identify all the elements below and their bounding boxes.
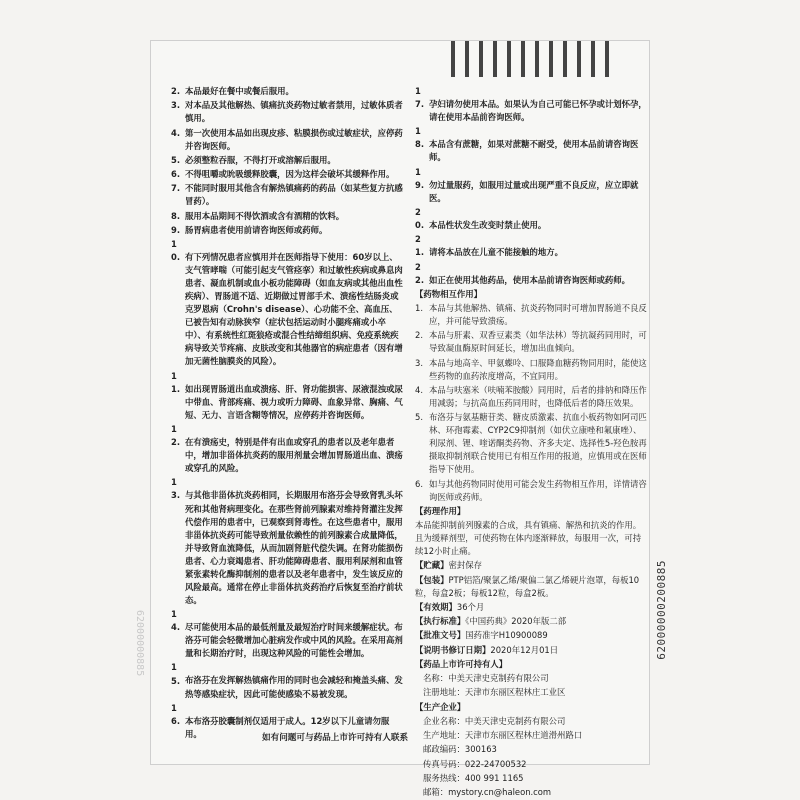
manufacturer-name: 企业名称：中美天津史克制药有限公司 [423, 715, 566, 726]
left-column [171, 85, 403, 742]
manufacturer-fax: 传真号码：022-24700532 [423, 758, 527, 769]
mah-heading: 【药品上市许可持有人】 [415, 658, 508, 669]
mah-address: 注册地址：天津市东丽区程林庄工业区 [423, 687, 566, 698]
show-through-number: 62000000885 [134, 610, 145, 677]
precaution-item: 10. 有下列情况患者应慎用并在医师指导下使用：60岁以上、支气管哮喘（可能引起支气管痉挛）和过敏性疾病或鼻息肉患者、凝血机制或血小板功能障碍（如血友病或其他出血性疾病）、胃肠道不适、近期做过胃部手术、溃疡性结肠炎或克罗恩病（Crohn's disease）、心功能不全、高血压、已被告知有动脉狭窄（症状包括运动时小腿疼痛或小卒中）、有系统性红斑狼疮或混合性结缔组织病、免疫系统疾病导致关节疼痛、皮肤改变和其他器官的病症患者（因有增加无菌性脑膜炎的风险）。 [171, 239, 403, 367]
interaction-item: 6. 如与其他药物同时使用可能会发生药物相互作用，详情请咨询医师或药师。 [415, 478, 647, 502]
right-column [415, 85, 647, 800]
storage-line: 【贮藏】密封保存 [415, 560, 482, 571]
interaction-item: 2. 本品与肝素、双香豆素类（如华法林）等抗凝药同用时，可导致凝血酶原时间延长，增加出血倾向。 [415, 330, 647, 354]
precaution-item: 4. 第一次使用本品如出现皮疹、粘膜损伤或过敏症状，应停药并咨询医师。 [171, 127, 403, 151]
footer-note: 如有问题可与药品上市许可持有人联系 [262, 733, 409, 743]
precaution-item: 9. 肠胃病患者使用前请咨询医师或药师。 [171, 224, 328, 235]
precaution-item: 22. 如正在使用其他药品，使用本品前请咨询医师或药师。 [415, 261, 630, 285]
precaution-item: 17. 孕妇请勿使用本品。如果认为自己可能已怀孕或计划怀孕，请在使用本品前咨询医师。 [415, 86, 647, 123]
barcode-digits: 62000000200885 [655, 560, 668, 660]
manufacturer-heading: 【生产企业】 [415, 701, 466, 712]
pharmacology-heading: 【药理作用】 [415, 505, 466, 516]
package-line: 【包装】PTP铝箔/聚氯乙烯/聚偏二氯乙烯硬片泡罩，每板10粒，每盒2板；每板12粒，每盒2板。 [415, 574, 640, 598]
precaution-item: 12. 在有溃疡史，特别是伴有出血或穿孔的患者以及老年患者中，增加非甾体抗炎药的服用剂量会增加胃肠道出血、溃疡或穿孔的风险。 [171, 424, 403, 474]
precaution-item: 3. 对本品及其他解热、镇痛抗炎药物过敏者禁用，过敏体质者慎用。 [171, 100, 403, 124]
precaution-item: 20. 本品性状发生改变时禁止使用。 [415, 206, 547, 231]
precaution-item: 7. 不能同时服用其他含有解热镇痛药的药品（如某些复方抗感冒药）。 [171, 183, 403, 207]
precaution-item: 13. 与其他非甾体抗炎药相同，长期服用布洛芬会导致肾乳头坏死和其他肾病理变化。在那些肾前列腺素对维持肾灌注发挥代偿作用的患者中，已观察到肾毒性。在这些患者中，服用非甾体抗炎药可能导致剂量依赖性的前列腺素合成量降低，并导致肾血流降低，从而加剧肾脏代偿失调。在肾功能损伤患者、心力衰竭患者、肝功能障碍患者、服用利尿剂和血管紧张素转化酶抑制剂的患者以及老年患者中，发生该反应的风险最高。通常在停止非甾体抗炎药治疗后恢复至治疗前状态。 [171, 477, 403, 605]
validity-line: 【有效期】36个月 [415, 601, 485, 612]
interactions-heading: 【药物相互作用】 [415, 288, 482, 299]
standard-line: 【执行标准】《中国药典》2020年版二部 [415, 616, 567, 627]
printer-registration-marks [451, 41, 621, 81]
precaution-item: 11. 如出现胃肠道出血或溃疡、肝、肾功能损害、尿液混浊或尿中带血、背部疼痛、视力或听力障碍、血象异常、胸痛、气短、无力、言语含糊等情况，应停药并咨询医师。 [171, 370, 403, 420]
precaution-item: 18. 本品含有蔗糖，如果对蔗糖不耐受，使用本品前请咨询医师。 [415, 126, 639, 163]
precaution-item: 19. 勿过量服药，如服用过量或出现严重不良反应，应立即就医。 [415, 166, 639, 203]
precaution-item: 21. 请将本品放在儿童不能接触的地方。 [415, 234, 563, 258]
manufacturer-hotline: 服务热线：400 991 1165 [423, 772, 524, 783]
interaction-item: 3. 本品与地高辛、甲氨蝶呤、口服降血糖药物同用时，能使这些药物的血药浓度增高，不宜同用。 [415, 357, 647, 381]
barcode-number [655, 560, 667, 770]
mah-name: 名称：中美天津史克制药有限公司 [423, 673, 549, 684]
precaution-item: 14. 尽可能使用本品的最低剂量及最短治疗时间来缓解症状。布洛芬可能会轻微增加心脏病发作或中风的风险。在采用高剂量和长期治疗时，出现这种风险的可能性会增加。 [171, 609, 403, 659]
precaution-item: 8. 服用本品期间不得饮酒或含有酒精的饮料。 [171, 210, 345, 221]
manufacturer-zip: 邮政编码：300163 [423, 744, 497, 755]
precaution-item: 5. 必须整粒吞服，不得打开或溶解后服用。 [171, 154, 336, 165]
leaflet-sheet [150, 40, 650, 798]
revision-line: 【说明书修订日期】2020年12月01日 [415, 644, 559, 655]
interaction-item: 1. 本品与其他解热、镇痛、抗炎药物同时可增加胃肠道不良反应，并可能导致溃疡。 [415, 303, 647, 327]
pharmacology-text: 本品能抑制前列腺素的合成，具有镇痛、解热和抗炎的作用。且为缓释剂型，可使药物在体内逐渐释放，每服用一次，可持续12小时止痛。 [415, 520, 642, 557]
precaution-item: 2. 本品最好在餐中或餐后服用。 [171, 86, 294, 96]
precaution-item: 6. 不得咀嚼或吮吸缓释胶囊，因为这样会破坏其缓释作用。 [171, 169, 395, 180]
approval-line: 【批准文号】国药准字H10900089 [415, 630, 548, 641]
interaction-item: 5. 布洛芬与氨基糖苷类、糖皮质激素、抗血小板药物如阿司匹林、环孢霉素、CYP2C9抑制剂（如伏立康唑和氟康唑）、利尿剂、锂、喹诺酮类药物、齐多夫定、选择性5-羟色胺再摄取抑制剂联合使用已有相互作用的报道，应慎用或在医师指导下使用。 [415, 412, 647, 475]
manufacturer-email: 邮箱：mystory.cn@haleon.com [423, 787, 552, 798]
manufacturer-address: 生产地址：天津市东丽区程林庄道滑州路口 [423, 730, 583, 741]
precaution-item: 15. 布洛芬在发挥解热镇痛作用的同时也会减轻和掩盖头痛、发热等感染症状，因此可能使感染不易被发现。 [171, 662, 403, 699]
precaution-item: 16. 本布洛芬胶囊制剂仅适用于成人。12岁以下儿童请勿服用。 [171, 702, 390, 739]
interaction-item: 4. 本品与呋塞米（呋喃苯胺酸）同用时，后者的排钠和降压作用减弱；与抗高血压药同用时，也降低后者的降压效果。 [415, 384, 647, 408]
